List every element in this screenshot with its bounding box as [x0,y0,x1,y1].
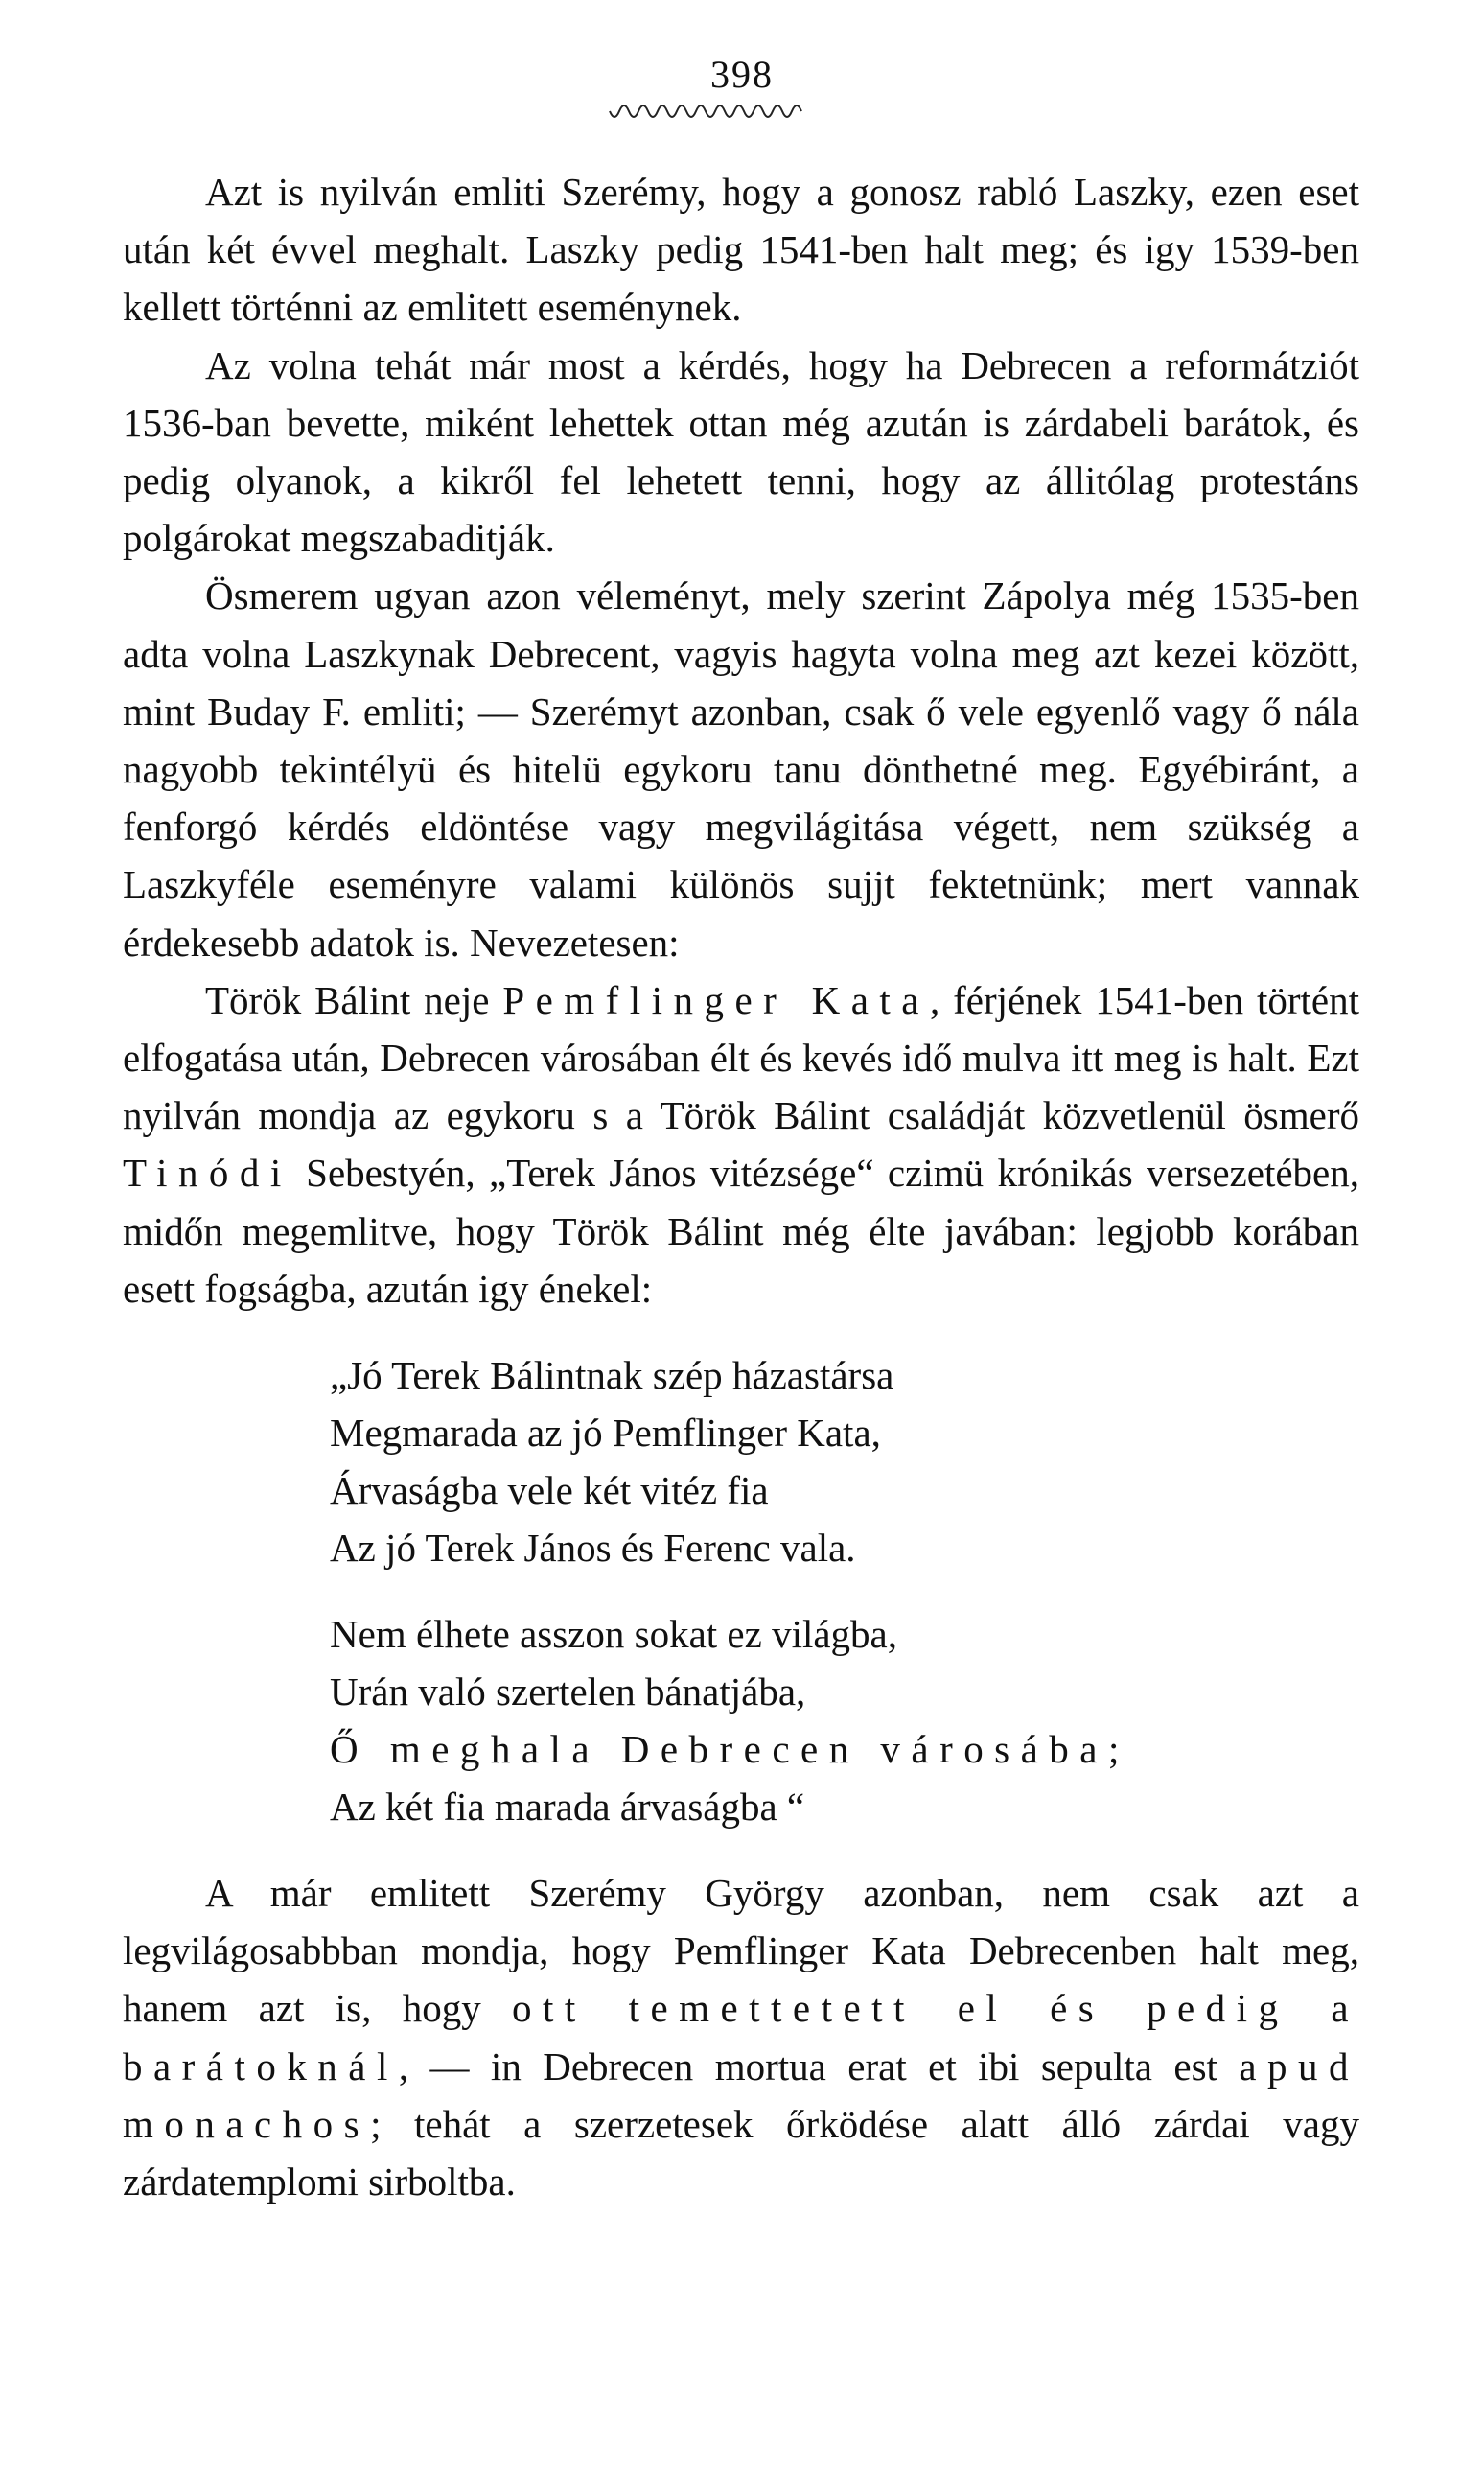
verse-line: Az jó Terek János és Ferenc vala. [330,1526,856,1571]
spaced-phrase-ott-temettetett: ott temettetett el és pedig a barátoknál [123,1986,1359,2089]
text-body [123,163,1359,2210]
verse-stanza-2 [123,1605,1359,1835]
verse-line: Megmarada az jó Pemflinger Kata, [330,1411,881,1456]
spaced-name-tinodi: Tinódi [123,1151,292,1196]
verse-line: „Jó Terek Bálintnak szép házastársa [330,1353,894,1398]
paragraph-5 [123,1864,1359,2210]
p5-text-3: ; tehát a szerzetesek őrködése alatt álló zárdai vagy zárdatemplomi sirboltba. [123,2101,1359,2205]
verse-stanza-1 [123,1346,1359,1576]
p4-text-1: Török Bálint neje [205,977,503,1022]
verse-line: Az két fia marada árvaságba “ [330,1785,805,1830]
page-number: 398 [710,53,774,96]
p4-text-2: , férjének 1541-ben történt elfogatása után, Debrecen városában élt és kevés idő mulva itt meg is halt. Ezt nyilván mondja az egykoru s a Török Bálint családját közvetlenül ösmerő [123,977,1360,1138]
p4-text-3: Sebestyén, „Terek János vitézsége“ czimü krónikás versezetében, midőn megemlitve, hogy Török Bálint még élte javában: legjobb korában esett fogságba, azután igy énekel: [123,1151,1359,1311]
wavy-line-ornament-icon [608,104,809,128]
verse-line-spaced: Ő meghala Debrecen városába; [330,1727,1130,1772]
paragraph-1: Azt is nyilván emliti Szerémy, hogy a gonosz rabló Laszky, ezen eset után két évvel meghalt. Laszky pedig 1541-ben halt meg; és igy 1539-ben kellett történni az emlitett eseménynek. [123,170,1359,330]
verse-line: Nem élhete asszon sokat ez világba, [330,1612,897,1657]
paragraph-3: Ösmerem ugyan azon véleményt, mely szerint Zápolya még 1535-ben adta volna Laszkynak Debrecent, vagyis hagyta volna meg azt kezei között, mint Buday F. emliti; — Szerémyt azonban, csak ő vele egyenlő vagy ő nála nagyobb tekintélyü és hitelü egykoru tanu dönthetné meg. Egyébiránt, a fenforgó kérdés eldöntése vagy megvilágitása végett, nem szükség a Laszkyféle eseményre valami különös sujjt fektetnünk; mert vannak érdekesebb adatok is. Nevezetesen: [123,573,1359,965]
paragraph-2: Az volna tehát már most a kérdés, hogy ha Debrecen a reformátziót 1536-ban bevette, miként lehettek ottan még azután is zárdabeli barátok, és pedig olyanok, a kikről fel lehetett tenni, hogy az állitólag protestáns polgárokat megszabaditják. [123,342,1359,561]
p5-text-1: A már emlitett Szerémy György azonban, nem csak azt a legvilágosabbban mondja, hogy Pemflinger Kata Debrecenben halt meg, hanem azt is, hogy [123,1871,1359,2031]
spaced-name-pemflinger-kata: Pemflinger Kata [502,977,930,1022]
verse-line: Urán való szertelen bánatjába, [330,1669,806,1715]
verse-line: Árvaságba vele két vitéz fia [330,1468,769,1513]
spaced-phrase-apud-monachos: apud monachos [123,2043,1359,2146]
paragraph-4 [123,971,1359,1318]
p5-text-2: , — in Debrecen mortua erat et ibi sepulta est [398,2043,1240,2089]
